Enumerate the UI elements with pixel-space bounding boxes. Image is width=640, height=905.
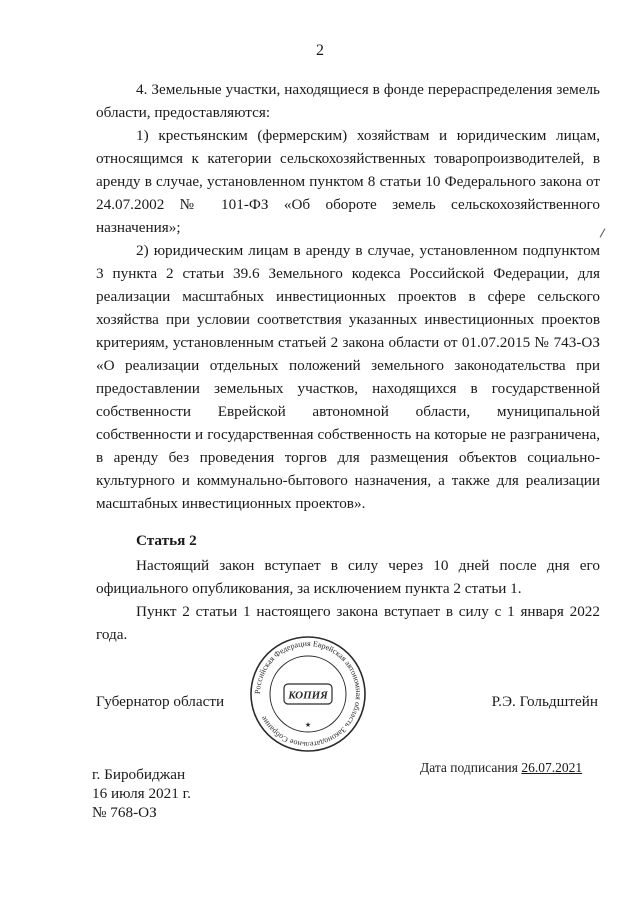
article-2-para-1: Настоящий закон вступает в силу через 10 дней после дня его официального опубликования, за исключением пункта 2 статьи 1.: [96, 557, 600, 597]
section-4-intro: 4. Земельные участки, находящиеся в фонде перераспределения земель области, предоставляются:: [96, 81, 600, 121]
section-4-item-2: 2) юридическим лицам в аренду в случае, установленном подпунктом 3 пункта 2 статьи 39.6 Земельного кодекса Российской Федерации, для реализации масштабных инвестиционных проектов в сфере сельского хозяйства при условии соответствия указанных инвестиционных проектов критериям, установленным статьей 2 закона области от 01.07.2015 № 743-ОЗ «О реализации отдельных положений земельного законодательства при предоставлении земельных участков, находящихся в государственной собственности Еврейской автономной области, муниципальной собственности и государственная собственность на которые не разграничена, в аренду без проведения торгов для размещения объектов социально-культурного и коммунально-бытового назначения, а также для реализации масштабных инвестиционных проектов».: [96, 242, 600, 512]
sign-date-label: Дата подписания: [420, 760, 518, 775]
signatory-name: Р.Э. Гольдштейн: [491, 693, 598, 710]
city: г. Биробиджан: [92, 766, 186, 783]
section-4-item-1: 1) крестьянским (фермерским) хозяйствам и юридическим лицам, относящимся к категории сельскохозяйственных товаропроизводителей, в аренду в случае, установленном пунктом 8 статьи 10 Федерального закона от 24.07.2002 № 101-ФЗ «Об обороте земель сельскохозяйственного назначения»;: [96, 127, 600, 236]
page-number: 2: [316, 42, 324, 59]
article-2-body: [96, 554, 600, 646]
article-2-heading: Статья 2: [136, 532, 197, 549]
signatory-position: Губернатор области: [96, 693, 225, 710]
law-date: 16 июля 2021 г.: [92, 785, 191, 802]
sign-date: [420, 760, 582, 776]
sign-date-value: 26.07.2021: [521, 760, 583, 775]
seal-star-icon: ★: [304, 721, 312, 729]
seal-copy-label: КОПИЯ: [288, 689, 328, 702]
pen-mark: [600, 228, 606, 237]
section-4: [96, 78, 600, 515]
seal-ring-text: Российская Федерация Еврейская автономная область Законодательное Собрание: [252, 638, 364, 750]
law-number: № 768-ОЗ: [92, 804, 157, 821]
place-and-date: [92, 765, 191, 822]
article-2-para-2: Пункт 2 статьи 1 настоящего закона вступает в силу с 1 января 2022 года.: [96, 603, 600, 643]
seal-stamp: [248, 634, 368, 754]
